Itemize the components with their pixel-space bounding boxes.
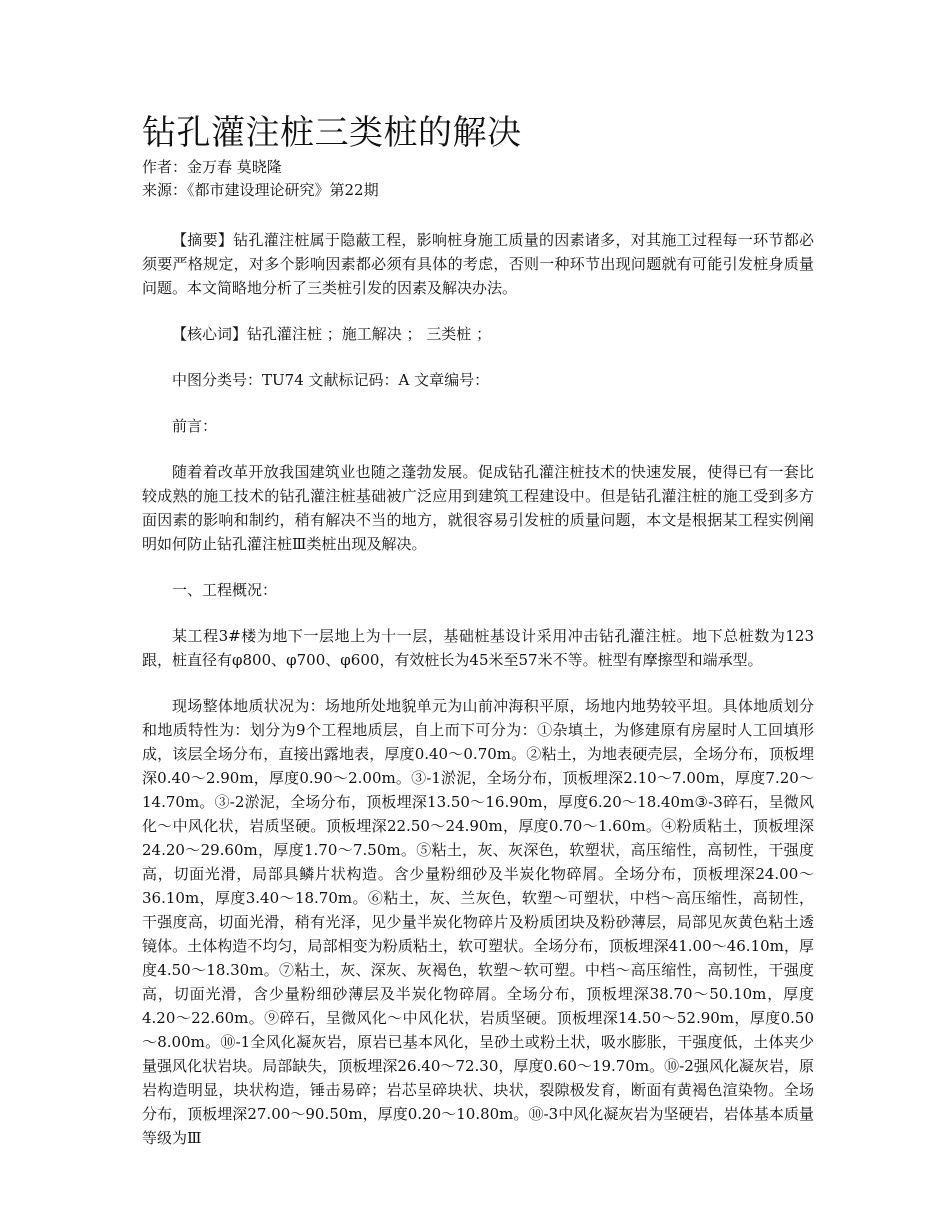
preface-paragraph: 随着着改革开放我国建筑业也随之蓬勃发展。促成钻孔灌注桩技术的快速发展，使得已有一套比较成熟的施工技术的钻孔灌注桩基础被广泛应用到建筑工程建设中。但是钻孔灌注桩的施工受到多方面因素的影响和制约，稍有解决不当的地方，就很容易引发桩的质量问题，本文是根据某工程实例阐明如何防止钻孔灌注桩Ⅲ类桩出现及解决。: [142, 463, 814, 553]
section-1-paragraph-2: 现场整体地质状况为：场地所处地貌单元为山前冲海积平原，场地内地势较平坦。具体地质划分和地质特性为：划分为9个工程地质层，自上而下可分为：①杂填土，为修建原有房屋时人工回填形成，该层全场分布，直接出露地表，厚度0.40～0.70m。②粘土，为地表硬壳层，全场分布，顶板埋深0.40～2.90m，厚度0.90～2.00m。③-1淤泥，全场分布，顶板埋深2.10～7.00m，厚度7.20～14.70m。③-2淤泥，全场分布，顶板埋深13.50～16.90m，厚度6.20～18.40m③-3碎石，呈微风化～中风化状，岩质坚硬。顶板埋深22.50～24.90m，厚度0.70～1.60m。④粉质粘土，顶板埋深24.20～29.60m，厚度1.70～7.50m。⑤粘土，灰、灰深色，软塑状，高压缩性，高韧性，干强度高，切面光滑，局部具鳞片状构造。含少量粉细砂及半炭化物碎屑。全场分布，顶板埋深24.00～36.10m，厚度3.40～18.70m。⑥粘土，灰、兰灰色，软塑～可塑状，中档～高压缩性，高韧性，干强度高，切面光滑，稍有光泽，见少量半炭化物碎片及粉质团块及粉砂薄层，局部见灰黄色粘土透镜体。土体构造不均匀，局部相变为粉质粘土，软可塑状。全场分布，顶板埋深41.00～46.10m，厚度4.50～18.30m。⑦粘土，灰、深灰、灰褐色，软塑～软可塑。中档～高压缩性，高韧性，干强度高，切面光滑，含少量粉细砂薄层及半炭化物碎屑。全场分布，顶板埋深38.70～50.10m，厚度4.20～22.60m。⑨碎石，呈微风化～中风化状，岩质坚硬。顶板埋深14.50～52.90m，厚度0.50～8.00m。⑩-1全风化凝灰岩，原岩已基本风化，呈砂土或粉土状，吸水膨胀，干强度低，土体夹少量强风化状岩块。局部缺失，顶板埋深26.40～72.30，厚度0.60～19.70m。⑩-2强风化凝灰岩，原岩构造明显，块状构造，锤击易碎；岩芯呈碎块状、块状，裂隙极发育，断面有黄褐色渲染物。全场分布，顶板埋深27.00～90.50m，厚度0.20～10.80m。⑩-3中风化凝灰岩为坚硬岩，岩体基本质量等级为Ⅲ: [142, 697, 814, 1147]
section-1-heading: 一、工程概况：: [172, 581, 278, 599]
keywords-paragraph: 【核心词】钻孔灌注桩 ；施工解决 ； 三类桩 ；: [172, 325, 492, 343]
document-title: 钻孔灌注桩三类桩的解决: [142, 113, 522, 153]
classification-paragraph: 中图分类号：TU74 文献标记码：A 文章编号：: [172, 371, 490, 389]
author-line: 作者：金万春 莫晓隆: [142, 158, 282, 176]
document-body: [142, 110, 814, 1150]
source-line: 来源：《都市建设理论研究》第22期: [142, 181, 379, 199]
section-1-paragraph-1: 某工程3#楼为地下一层地上为十一层，基础桩基设计采用冲击钻孔灌注桩。地下总桩数为123跟，桩直径有φ800、φ700、φ600，有效桩长为45米至57米不等。桩型有摩擦型和端承型。: [142, 627, 814, 669]
abstract-paragraph: 【摘要】钻孔灌注桩属于隐蔽工程，影响桩身施工质量的因素诸多，对其施工过程每一环节都必须要严格规定，对多个影响因素都必须有具体的考虑，否则一种环节出现问题就有可能引发桩身质量问题。本文简略地分析了三类桩引发的因素及解决办法。: [142, 231, 814, 297]
preface-heading: 前言：: [172, 417, 218, 435]
